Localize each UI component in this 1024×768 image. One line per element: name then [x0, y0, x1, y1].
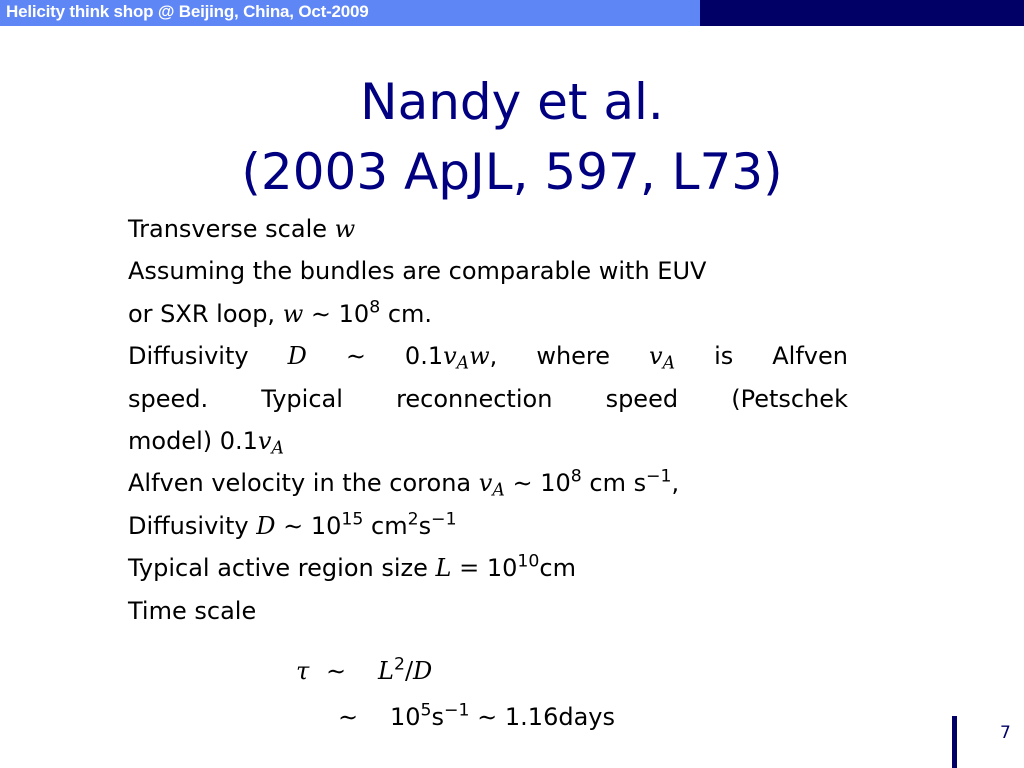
w-symbol: w — [334, 215, 356, 243]
transverse-line — [128, 208, 848, 250]
sim-symbol: ∼ — [310, 299, 331, 328]
page-number: 7 — [1000, 723, 1011, 743]
sxr-line — [128, 293, 848, 335]
unit-text: cm. — [387, 299, 433, 328]
header-bar-dark — [700, 0, 1024, 26]
equation-line1: τ ∼ $L^2/D$ — [296, 654, 433, 685]
model-text: model) 0.1 — [128, 426, 258, 455]
alfven-line: Alfven velocity in the corona $v_A$ ∼ $10^8$ cm $s^{-1}$, — [128, 466, 680, 501]
diffusivity-line: Diffusivity D ∼ $0.1v_Aw$, where $v_A$ is Alfven — [128, 342, 848, 374]
a-subscript: A — [271, 438, 284, 459]
slide-title-line2: (2003 ApJL, 597, L73) — [241, 143, 783, 201]
w-symbol: w — [282, 299, 304, 328]
conference-label: Helicity think shop @ Beijing, China, Oct-2009 — [6, 2, 369, 21]
transverse-label: Transverse scale — [128, 215, 327, 243]
alfven-text: Alfven velocity in the corona — [128, 469, 472, 498]
slide-title-line1: Nandy et al. — [360, 73, 664, 131]
header-bar — [0, 0, 1024, 26]
time-scale-line: Time scale — [128, 596, 257, 625]
footer-rule — [952, 716, 957, 768]
speed-line: speed. Typical reconnection speed (Petschek — [128, 384, 848, 413]
power-value: $10^8$ — [338, 297, 381, 328]
sxr-text: or SXR loop, — [128, 299, 276, 328]
v-symbol: v — [257, 426, 272, 455]
diffusivity-value-line: Diffusivity D ∼ $10^{15}$ $cm^2s^{-1}$ — [128, 509, 457, 540]
active-region-line: Typical active region size $L = 10^{10}cm$ — [128, 551, 576, 583]
model-line — [128, 420, 848, 462]
slide-body — [128, 208, 848, 632]
equation-line2: ∼ $10^5s^{-1}$ ∼ 1.16days — [338, 700, 615, 731]
assume-line: Assuming the bundles are comparable with EUV — [128, 257, 707, 286]
